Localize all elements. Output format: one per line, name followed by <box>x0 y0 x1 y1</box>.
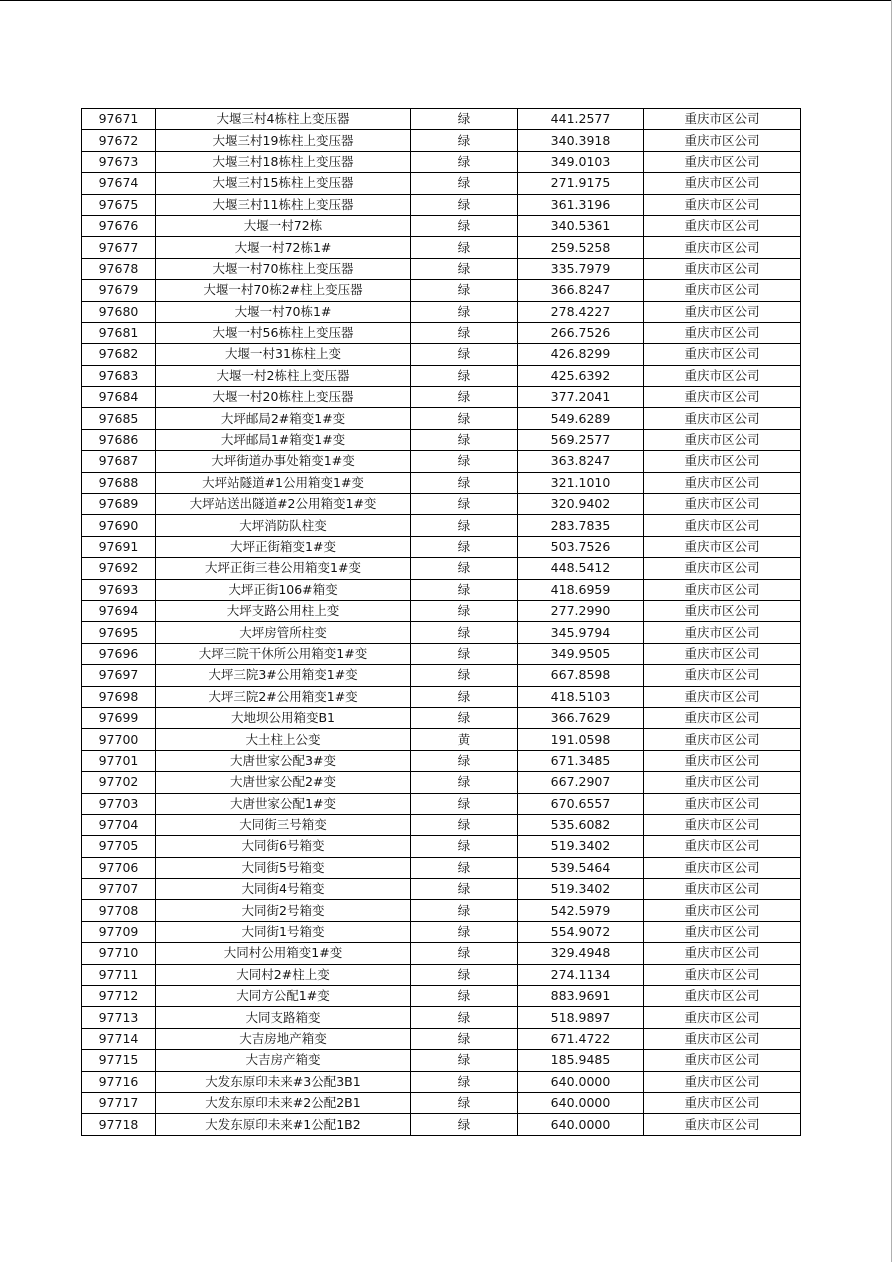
cell-company: 重庆市区公司 <box>644 472 801 493</box>
cell-id: 97706 <box>82 857 156 878</box>
table-row <box>82 1028 801 1049</box>
cell-company: 重庆市区公司 <box>644 558 801 579</box>
cell-company: 重庆市区公司 <box>644 836 801 857</box>
cell-value: 377.2041 <box>518 387 644 408</box>
cell-id: 97688 <box>82 472 156 493</box>
table-row <box>82 793 801 814</box>
cell-name: 大坪邮局2#箱变1#变 <box>156 408 411 429</box>
cell-value: 366.8247 <box>518 280 644 301</box>
cell-id: 97701 <box>82 750 156 771</box>
cell-value: 535.6082 <box>518 814 644 835</box>
cell-status: 绿 <box>411 1114 518 1135</box>
table-row <box>82 986 801 1007</box>
cell-name: 大堰一村70栋2#柱上变压器 <box>156 280 411 301</box>
cell-name: 大坪站送出隧道#2公用箱变1#变 <box>156 494 411 515</box>
cell-company: 重庆市区公司 <box>644 237 801 258</box>
cell-name: 大堰三村4栋柱上变压器 <box>156 109 411 130</box>
cell-name: 大坪三院2#公用箱变1#变 <box>156 686 411 707</box>
cell-company: 重庆市区公司 <box>644 344 801 365</box>
cell-id: 97676 <box>82 215 156 236</box>
cell-status: 绿 <box>411 900 518 921</box>
cell-status: 绿 <box>411 643 518 664</box>
cell-value: 349.0103 <box>518 151 644 172</box>
cell-name: 大土柱上公变 <box>156 729 411 750</box>
cell-name: 大坪正街箱变1#变 <box>156 536 411 557</box>
cell-status: 绿 <box>411 322 518 343</box>
cell-company: 重庆市区公司 <box>644 900 801 921</box>
table-row <box>82 536 801 557</box>
cell-id: 97677 <box>82 237 156 258</box>
cell-status: 绿 <box>411 1007 518 1028</box>
cell-id: 97686 <box>82 429 156 450</box>
cell-name: 大坪邮局1#箱变1#变 <box>156 429 411 450</box>
table-row <box>82 387 801 408</box>
table-row <box>82 622 801 643</box>
cell-id: 97679 <box>82 280 156 301</box>
cell-name: 大堰一村56栋柱上变压器 <box>156 322 411 343</box>
table-row <box>82 964 801 985</box>
cell-company: 重庆市区公司 <box>644 194 801 215</box>
cell-value: 321.1010 <box>518 472 644 493</box>
cell-value: 640.0000 <box>518 1071 644 1092</box>
cell-value: 549.6289 <box>518 408 644 429</box>
cell-value: 271.9175 <box>518 173 644 194</box>
cell-name: 大吉房产箱变 <box>156 1050 411 1071</box>
cell-company: 重庆市区公司 <box>644 579 801 600</box>
cell-value: 274.1134 <box>518 964 644 985</box>
cell-id: 97696 <box>82 643 156 664</box>
cell-id: 97687 <box>82 451 156 472</box>
table-row <box>82 1092 801 1113</box>
cell-name: 大同村公用箱变1#变 <box>156 943 411 964</box>
cell-status: 绿 <box>411 964 518 985</box>
cell-value: 519.3402 <box>518 836 644 857</box>
cell-value: 448.5412 <box>518 558 644 579</box>
cell-name: 大同方公配1#变 <box>156 986 411 1007</box>
cell-name: 大发东原印未来#2公配2B1 <box>156 1092 411 1113</box>
cell-value: 519.3402 <box>518 879 644 900</box>
cell-id: 97700 <box>82 729 156 750</box>
cell-status: 绿 <box>411 109 518 130</box>
cell-value: 363.8247 <box>518 451 644 472</box>
cell-status: 绿 <box>411 194 518 215</box>
cell-status: 绿 <box>411 472 518 493</box>
cell-value: 259.5258 <box>518 237 644 258</box>
page-top-border <box>0 0 892 1</box>
cell-company: 重庆市区公司 <box>644 1071 801 1092</box>
cell-company: 重庆市区公司 <box>644 986 801 1007</box>
table-row <box>82 344 801 365</box>
cell-company: 重庆市区公司 <box>644 750 801 771</box>
table-row <box>82 558 801 579</box>
cell-company: 重庆市区公司 <box>644 964 801 985</box>
cell-company: 重庆市区公司 <box>644 387 801 408</box>
cell-company: 重庆市区公司 <box>644 1028 801 1049</box>
cell-name: 大吉房地产箱变 <box>156 1028 411 1049</box>
cell-value: 340.3918 <box>518 130 644 151</box>
cell-name: 大同街三号箱变 <box>156 814 411 835</box>
cell-status: 绿 <box>411 814 518 835</box>
cell-status: 绿 <box>411 173 518 194</box>
cell-value: 340.5361 <box>518 215 644 236</box>
cell-name: 大坪正街106#箱变 <box>156 579 411 600</box>
cell-status: 绿 <box>411 622 518 643</box>
cell-company: 重庆市区公司 <box>644 151 801 172</box>
cell-name: 大坪消防队柱变 <box>156 515 411 536</box>
cell-name: 大堰一村72栋 <box>156 215 411 236</box>
cell-status: 绿 <box>411 280 518 301</box>
cell-status: 绿 <box>411 665 518 686</box>
table-row <box>82 772 801 793</box>
cell-name: 大唐世家公配2#变 <box>156 772 411 793</box>
cell-value: 185.9485 <box>518 1050 644 1071</box>
cell-status: 绿 <box>411 536 518 557</box>
table-row <box>82 579 801 600</box>
cell-status: 绿 <box>411 215 518 236</box>
cell-status: 绿 <box>411 237 518 258</box>
cell-id: 97680 <box>82 301 156 322</box>
cell-company: 重庆市区公司 <box>644 429 801 450</box>
cell-company: 重庆市区公司 <box>644 215 801 236</box>
cell-status: 绿 <box>411 1050 518 1071</box>
cell-company: 重庆市区公司 <box>644 1007 801 1028</box>
cell-id: 97717 <box>82 1092 156 1113</box>
cell-status: 绿 <box>411 558 518 579</box>
cell-id: 97711 <box>82 964 156 985</box>
cell-value: 283.7835 <box>518 515 644 536</box>
table-row <box>82 280 801 301</box>
cell-name: 大唐世家公配3#变 <box>156 750 411 771</box>
table-row <box>82 665 801 686</box>
cell-company: 重庆市区公司 <box>644 515 801 536</box>
table-row <box>82 301 801 322</box>
cell-status: 绿 <box>411 301 518 322</box>
cell-name: 大堰一村2栋柱上变压器 <box>156 365 411 386</box>
cell-company: 重庆市区公司 <box>644 408 801 429</box>
cell-status: 绿 <box>411 879 518 900</box>
cell-id: 97703 <box>82 793 156 814</box>
table-row <box>82 707 801 728</box>
cell-company: 重庆市区公司 <box>644 1050 801 1071</box>
cell-name: 大发东原印未来#1公配1B2 <box>156 1114 411 1135</box>
cell-status: 绿 <box>411 258 518 279</box>
table-row <box>82 921 801 942</box>
cell-name: 大同街4号箱变 <box>156 879 411 900</box>
cell-id: 97690 <box>82 515 156 536</box>
cell-name: 大堰三村15栋柱上变压器 <box>156 173 411 194</box>
cell-id: 97672 <box>82 130 156 151</box>
cell-status: 绿 <box>411 579 518 600</box>
cell-status: 绿 <box>411 857 518 878</box>
table-row <box>82 686 801 707</box>
cell-company: 重庆市区公司 <box>644 258 801 279</box>
cell-name: 大堰一村70栋柱上变压器 <box>156 258 411 279</box>
table-row <box>82 429 801 450</box>
cell-id: 97712 <box>82 986 156 1007</box>
cell-value: 345.9794 <box>518 622 644 643</box>
cell-company: 重庆市区公司 <box>644 793 801 814</box>
cell-id: 97716 <box>82 1071 156 1092</box>
cell-id: 97682 <box>82 344 156 365</box>
cell-value: 278.4227 <box>518 301 644 322</box>
cell-company: 重庆市区公司 <box>644 536 801 557</box>
table-row <box>82 408 801 429</box>
table-row <box>82 643 801 664</box>
cell-status: 绿 <box>411 1028 518 1049</box>
table-row <box>82 258 801 279</box>
cell-id: 97715 <box>82 1050 156 1071</box>
cell-name: 大发东原印未来#3公配3B1 <box>156 1071 411 1092</box>
cell-company: 重庆市区公司 <box>644 665 801 686</box>
cell-value: 667.2907 <box>518 772 644 793</box>
cell-company: 重庆市区公司 <box>644 494 801 515</box>
cell-status: 绿 <box>411 429 518 450</box>
cell-id: 97697 <box>82 665 156 686</box>
cell-company: 重庆市区公司 <box>644 301 801 322</box>
cell-company: 重庆市区公司 <box>644 1114 801 1135</box>
table-row <box>82 1007 801 1028</box>
cell-name: 大堰一村31栋柱上变 <box>156 344 411 365</box>
table-row <box>82 814 801 835</box>
table-row <box>82 109 801 130</box>
table-row <box>82 494 801 515</box>
cell-id: 97671 <box>82 109 156 130</box>
cell-company: 重庆市区公司 <box>644 943 801 964</box>
cell-value: 266.7526 <box>518 322 644 343</box>
cell-id: 97705 <box>82 836 156 857</box>
cell-value: 640.0000 <box>518 1092 644 1113</box>
table-row <box>82 857 801 878</box>
cell-value: 569.2577 <box>518 429 644 450</box>
cell-name: 大同村2#柱上变 <box>156 964 411 985</box>
cell-company: 重庆市区公司 <box>644 622 801 643</box>
cell-value: 542.5979 <box>518 900 644 921</box>
cell-value: 418.6959 <box>518 579 644 600</box>
cell-status: 绿 <box>411 600 518 621</box>
cell-value: 335.7979 <box>518 258 644 279</box>
cell-name: 大堰一村70栋1# <box>156 301 411 322</box>
cell-id: 97695 <box>82 622 156 643</box>
cell-name: 大坪房管所柱变 <box>156 622 411 643</box>
cell-name: 大坪正街三巷公用箱变1#变 <box>156 558 411 579</box>
cell-status: 绿 <box>411 686 518 707</box>
cell-company: 重庆市区公司 <box>644 879 801 900</box>
cell-name: 大堰一村72栋1# <box>156 237 411 258</box>
cell-company: 重庆市区公司 <box>644 772 801 793</box>
cell-company: 重庆市区公司 <box>644 451 801 472</box>
cell-value: 277.2990 <box>518 600 644 621</box>
table-row <box>82 472 801 493</box>
cell-company: 重庆市区公司 <box>644 921 801 942</box>
cell-status: 绿 <box>411 387 518 408</box>
cell-company: 重庆市区公司 <box>644 173 801 194</box>
cell-name: 大同街1号箱变 <box>156 921 411 942</box>
cell-name: 大坪支路公用柱上变 <box>156 600 411 621</box>
cell-id: 97714 <box>82 1028 156 1049</box>
cell-name: 大同街6号箱变 <box>156 836 411 857</box>
cell-id: 97704 <box>82 814 156 835</box>
cell-id: 97691 <box>82 536 156 557</box>
cell-company: 重庆市区公司 <box>644 322 801 343</box>
cell-value: 503.7526 <box>518 536 644 557</box>
cell-company: 重庆市区公司 <box>644 280 801 301</box>
table-row <box>82 836 801 857</box>
cell-value: 671.4722 <box>518 1028 644 1049</box>
cell-id: 97699 <box>82 707 156 728</box>
cell-value: 554.9072 <box>518 921 644 942</box>
cell-name: 大地坝公用箱变B1 <box>156 707 411 728</box>
cell-value: 667.8598 <box>518 665 644 686</box>
cell-id: 97694 <box>82 600 156 621</box>
table-row <box>82 1114 801 1135</box>
table-body <box>82 109 801 1136</box>
cell-name: 大同街2号箱变 <box>156 900 411 921</box>
cell-status: 绿 <box>411 515 518 536</box>
cell-status: 绿 <box>411 986 518 1007</box>
cell-id: 97681 <box>82 322 156 343</box>
cell-id: 97708 <box>82 900 156 921</box>
cell-name: 大坪街道办事处箱变1#变 <box>156 451 411 472</box>
cell-company: 重庆市区公司 <box>644 814 801 835</box>
table-row <box>82 1050 801 1071</box>
cell-id: 97689 <box>82 494 156 515</box>
cell-id: 97707 <box>82 879 156 900</box>
table-row <box>82 879 801 900</box>
cell-company: 重庆市区公司 <box>644 130 801 151</box>
cell-company: 重庆市区公司 <box>644 686 801 707</box>
cell-id: 97713 <box>82 1007 156 1028</box>
cell-name: 大堰三村18栋柱上变压器 <box>156 151 411 172</box>
cell-status: 绿 <box>411 1071 518 1092</box>
cell-status: 绿 <box>411 344 518 365</box>
table-row <box>82 215 801 236</box>
table-row <box>82 151 801 172</box>
cell-company: 重庆市区公司 <box>644 857 801 878</box>
cell-status: 绿 <box>411 130 518 151</box>
cell-status: 黄 <box>411 729 518 750</box>
table-row <box>82 1071 801 1092</box>
cell-id: 97693 <box>82 579 156 600</box>
cell-status: 绿 <box>411 151 518 172</box>
cell-status: 绿 <box>411 921 518 942</box>
table-row <box>82 600 801 621</box>
cell-value: 425.6392 <box>518 365 644 386</box>
cell-status: 绿 <box>411 943 518 964</box>
cell-value: 539.5464 <box>518 857 644 878</box>
cell-name: 大堰三村11栋柱上变压器 <box>156 194 411 215</box>
cell-id: 97718 <box>82 1114 156 1135</box>
cell-status: 绿 <box>411 408 518 429</box>
cell-id: 97684 <box>82 387 156 408</box>
cell-value: 329.4948 <box>518 943 644 964</box>
cell-value: 366.7629 <box>518 707 644 728</box>
cell-status: 绿 <box>411 494 518 515</box>
cell-id: 97675 <box>82 194 156 215</box>
cell-id: 97709 <box>82 921 156 942</box>
cell-company: 重庆市区公司 <box>644 365 801 386</box>
cell-value: 426.8299 <box>518 344 644 365</box>
cell-value: 191.0598 <box>518 729 644 750</box>
cell-id: 97698 <box>82 686 156 707</box>
cell-name: 大坪三院干休所公用箱变1#变 <box>156 643 411 664</box>
table-row <box>82 900 801 921</box>
cell-status: 绿 <box>411 365 518 386</box>
table-row <box>82 173 801 194</box>
cell-company: 重庆市区公司 <box>644 600 801 621</box>
cell-status: 绿 <box>411 793 518 814</box>
cell-status: 绿 <box>411 750 518 771</box>
cell-value: 441.2577 <box>518 109 644 130</box>
cell-name: 大坪三院3#公用箱变1#变 <box>156 665 411 686</box>
cell-company: 重庆市区公司 <box>644 643 801 664</box>
table-row <box>82 750 801 771</box>
cell-status: 绿 <box>411 707 518 728</box>
cell-name: 大堰三村19栋柱上变压器 <box>156 130 411 151</box>
cell-id: 97710 <box>82 943 156 964</box>
cell-value: 418.5103 <box>518 686 644 707</box>
cell-id: 97674 <box>82 173 156 194</box>
cell-value: 883.9691 <box>518 986 644 1007</box>
cell-company: 重庆市区公司 <box>644 109 801 130</box>
cell-value: 640.0000 <box>518 1114 644 1135</box>
cell-status: 绿 <box>411 451 518 472</box>
cell-value: 361.3196 <box>518 194 644 215</box>
cell-value: 670.6557 <box>518 793 644 814</box>
cell-name: 大同支路箱变 <box>156 1007 411 1028</box>
cell-name: 大同街5号箱变 <box>156 857 411 878</box>
cell-status: 绿 <box>411 836 518 857</box>
table-row <box>82 515 801 536</box>
table-row <box>82 322 801 343</box>
cell-status: 绿 <box>411 1092 518 1113</box>
cell-value: 349.9505 <box>518 643 644 664</box>
cell-company: 重庆市区公司 <box>644 1092 801 1113</box>
cell-name: 大唐世家公配1#变 <box>156 793 411 814</box>
cell-name: 大坪站隧道#1公用箱变1#变 <box>156 472 411 493</box>
table-row <box>82 237 801 258</box>
cell-company: 重庆市区公司 <box>644 707 801 728</box>
table-row <box>82 943 801 964</box>
cell-id: 97692 <box>82 558 156 579</box>
table-row <box>82 365 801 386</box>
cell-company: 重庆市区公司 <box>644 729 801 750</box>
cell-value: 320.9402 <box>518 494 644 515</box>
cell-value: 671.3485 <box>518 750 644 771</box>
table-row <box>82 130 801 151</box>
cell-value: 518.9897 <box>518 1007 644 1028</box>
cell-name: 大堰一村20栋柱上变压器 <box>156 387 411 408</box>
cell-id: 97685 <box>82 408 156 429</box>
cell-id: 97702 <box>82 772 156 793</box>
table-row <box>82 451 801 472</box>
table-row <box>82 729 801 750</box>
data-table <box>81 108 801 1136</box>
cell-status: 绿 <box>411 772 518 793</box>
table-row <box>82 194 801 215</box>
cell-id: 97678 <box>82 258 156 279</box>
cell-id: 97683 <box>82 365 156 386</box>
cell-id: 97673 <box>82 151 156 172</box>
